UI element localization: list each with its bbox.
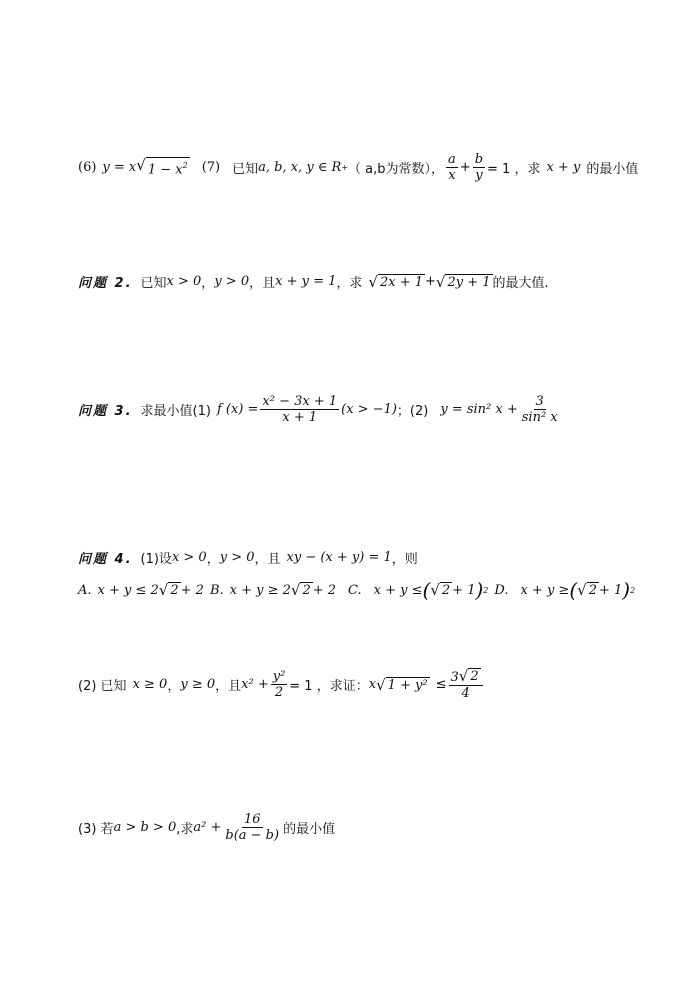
option-c-sqrt: √ 2 (430, 581, 451, 599)
p6-sqrt: √ $1 - x^2$ (136, 156, 188, 178)
q2-sep: ， (201, 276, 215, 291)
frac-den: x (448, 168, 456, 183)
problem-2-line: 问题 2. 已知 x > 0 ， y > 0 ，且 x + y = 1 ，求 √ 2x + 1 + √ 2y + 1 的最大值. (78, 272, 549, 291)
q4-text3: ，则 (391, 552, 418, 567)
option-c-label: C. (348, 582, 362, 598)
sqrt-body: 2 (302, 583, 311, 598)
frac-num: 16 (243, 812, 261, 827)
q3-part2: ；(2) (396, 404, 429, 419)
p2-le: ≤ (435, 677, 447, 692)
p3-label: (3) 若 (78, 822, 114, 837)
p6-expr: y = x (102, 160, 137, 175)
sqrt-body: 2 (441, 583, 451, 598)
frac-num: a (448, 152, 456, 167)
p7-ask: 的最小值 (586, 162, 639, 177)
p2-label: (2) 已知 (78, 679, 127, 694)
q3-cond: (x > −1) (341, 402, 397, 417)
frac-num: y² (272, 669, 286, 684)
p6-sqrt-body: 1 − x (147, 162, 183, 178)
problem-4-3-line (78, 812, 335, 843)
q3-yexpr: y = sin² x + (440, 402, 518, 417)
frac-num: x² − 3x + 1 (262, 394, 338, 409)
option-d-sqrt: √ 2 (577, 581, 597, 599)
frac-den: y (475, 168, 483, 183)
q2-sqrt2: √ 2y + 1 (435, 272, 491, 291)
p7-plus: + (459, 160, 471, 175)
p3-cond: a > b > 0 (113, 820, 177, 835)
frac-den: x + 1 (282, 410, 318, 425)
p2-eq: = 1 ，求证： (289, 679, 369, 694)
frac-den: sin² x (521, 410, 558, 425)
problem-6-7-line (78, 152, 638, 183)
sqrt-body: 2 (470, 669, 479, 684)
p7-target: x + y (546, 160, 581, 175)
problem-3-label: 问题 3. (78, 404, 133, 419)
frac-num-coef: 3 (450, 670, 459, 685)
q2-c2: y > 0 (214, 274, 250, 289)
p7-frac-b-y (473, 152, 485, 183)
p2-frac (271, 669, 288, 700)
p3-text: ,求 (176, 822, 194, 837)
p2-text: ，且 (215, 679, 242, 694)
q3-frac2 (520, 394, 560, 425)
option-d-sq: 2 (630, 585, 636, 595)
option-b-tail: + 2 (312, 582, 337, 598)
problem-4-2-line: (2) 已知 x ≥ 0 ， y ≥ 0 ，且 x² + $\frac{\text{y²}}{2}$ = 1 ，求证： x √ 1 + y² ≤ 3 √ 2 4 (78, 668, 485, 701)
p2-x2: x² + (241, 677, 269, 692)
option-b: x + y ≥ 2 (229, 582, 291, 598)
q2-sqrt2-body: 2y + 1 (447, 274, 491, 290)
q4-c1: x > 0 (171, 550, 207, 565)
option-a-tail: + 2 (180, 582, 204, 598)
option-a-sqrt: √ 2 (158, 581, 179, 599)
sqrt-body: 2 (588, 583, 597, 598)
option-b-sqrt: √ 2 (290, 581, 311, 599)
q2-text3: ，求 (336, 276, 363, 291)
frac-num: b (474, 152, 484, 167)
p7-sup: + (341, 163, 349, 172)
p2-sqrt: √ 1 + y² (376, 675, 428, 694)
problem-4-line: 问题 4. (1)设 x > 0 ， y > 0 ，且 xy − (x + y) = 1 ，则 (78, 550, 418, 567)
p3-ask: 的最小值 (283, 822, 336, 837)
q4-c3: xy − (x + y) = 1 (286, 550, 392, 565)
q2-text2: ，且 (249, 276, 276, 291)
q2-text4: 的最大值. (492, 276, 549, 291)
p2-c2: y ≥ 0 (180, 677, 216, 692)
p3-frac (223, 812, 281, 843)
option-a-label: A. (78, 582, 92, 598)
q2-c3: x + y = 1 (275, 274, 337, 289)
q3-frac (260, 394, 339, 425)
p7-given: 已知 (232, 162, 259, 177)
p7-eq: = 1 ，求 (487, 162, 541, 177)
frac-den: 4 (461, 686, 470, 701)
q4-c2: y > 0 (219, 550, 255, 565)
option-c-plus: + 1 (452, 582, 476, 598)
frac-den: 2 (274, 685, 284, 700)
q4-text1: (1)设 (140, 552, 172, 567)
problem-4-options: A. x + y ≤ 2 √ 2 + 2 B. x + y ≥ 2 √ 2 + 2 C. x + y ≤ ( √ 2 + 1 ) 2 D. x + y ≥ ( √ 2 + 1 ) 2 (78, 578, 636, 602)
problem-2-label: 问题 2. (78, 276, 133, 291)
option-a: x + y ≤ 2 (97, 582, 159, 598)
p6-label: (6) (78, 160, 97, 175)
q2-c1: x > 0 (166, 274, 202, 289)
option-d: x + y ≥ (520, 582, 570, 598)
p2-c1: x ≥ 0 (132, 677, 168, 692)
q2-text1: 已知 (140, 276, 167, 291)
option-d-plus: + 1 (598, 582, 623, 598)
q2-sqrt1-body: 2x + 1 (379, 274, 423, 290)
p7-note: （ a,b为常数）， (348, 162, 445, 177)
sqrt-body: 1 + y² (387, 677, 428, 693)
p2-x: x (368, 677, 377, 692)
problem-3-line (78, 394, 562, 425)
p7-vars: a, b, x, y ∈ R (258, 160, 342, 175)
option-c-sq: 2 (483, 585, 489, 595)
option-b-label: B. (209, 582, 224, 598)
frac-den: b(a − b) (225, 828, 280, 843)
p2-rhs-frac: 3 √ 2 4 (449, 668, 483, 701)
p7-label: (7) (201, 160, 221, 175)
p7-frac-a-x (446, 152, 458, 183)
option-c: x + y ≤ (373, 582, 423, 598)
q3-fx: f (x) = (216, 402, 259, 417)
q3-text1: 求最小值(1) (140, 404, 211, 419)
frac-num: 3 (535, 394, 544, 409)
sqrt-body: 2 (170, 583, 179, 598)
option-d-label: D. (494, 582, 509, 598)
p3-a2: a² + (193, 820, 222, 835)
problem-4-label: 问题 4. (78, 552, 133, 567)
q4-text2: ，且 (254, 552, 281, 567)
q2-sqrt1: √ 2x + 1 (368, 272, 423, 291)
